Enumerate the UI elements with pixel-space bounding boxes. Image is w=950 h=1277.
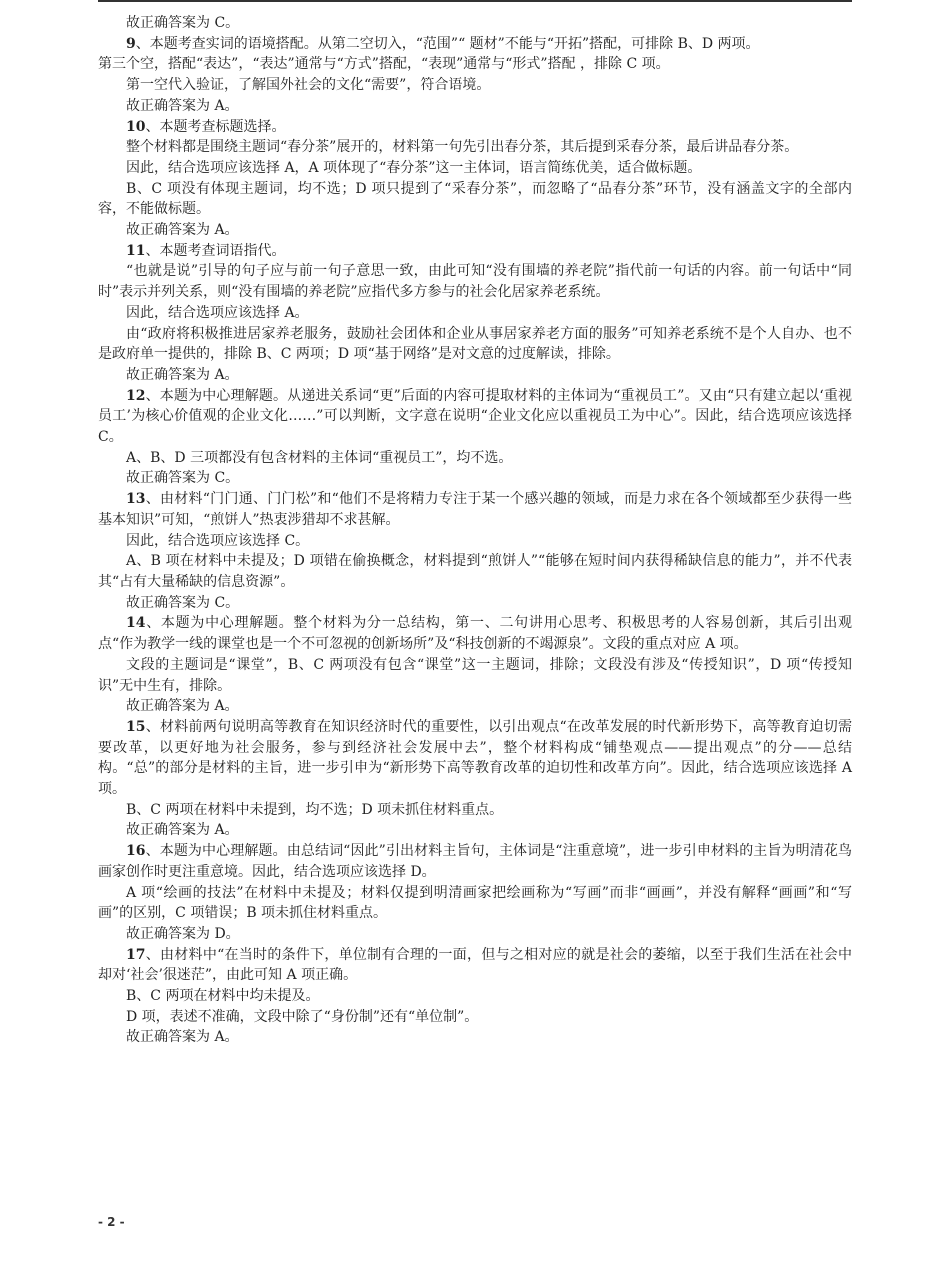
paragraph-text: 故正确答案为 A。 <box>126 97 239 114</box>
question-explanation-10 <box>98 117 852 138</box>
question-explanation-16 <box>98 841 852 882</box>
paragraph-text: 、本题为中心理解题。由总结词“因此”引出材料主旨句，主体词是“注重意境”，进一步引申材料的主旨为明清花鸟画家创作时更注重意境。因此，结合选项应该选择 D。 <box>98 843 852 880</box>
paragraph <box>98 696 852 717</box>
paragraph-text: A 项“绘画的技法”在材料中未提及；材料仅提到明清画家把绘画称为“写画”而非“画画”，并没有解释“画画”和“写画”的区别，C 项错误；B 项未抓住材料重点。 <box>98 884 852 922</box>
paragraph-text: 故正确答案为 C。 <box>126 15 240 31</box>
question-explanation-14 <box>98 613 852 654</box>
paragraph-text: 、本题为中心理解题。从递进关系词“更”后面的内容可提取材料的主体词为“重视员工”。又由“只有建立起以‘重视员工’为核心价值观的企业文化……”可以判断，文字意在说明“企业文化应以重视员工为中心”。因此，结合选项应该选择 C。 <box>98 387 852 446</box>
paragraph-text: B、C 项没有体现主题词，均不选；D 项只提到了“采春分茶”，而忽略了“品春分茶”环节，没有涵盖文字的全部内容，不能做标题。 <box>98 180 852 218</box>
question-number: 10 <box>126 118 146 135</box>
question-number: 9 <box>126 35 136 52</box>
paragraph-text: 第三个空，搭配“表达”，“表达”通常与“方式”搭配，“表现”通常与“形式”搭配 ，排除 C 项。 <box>98 56 670 73</box>
question-number: 14 <box>126 615 146 632</box>
paragraph-text: “也就是说”引导的句子应与前一句子意思一致，由此可知“没有围墙的养老院”指代前一句话的内容。前一句话中“同时”表示并列关系，则“没有围墙的养老院”应指代多方参与的社会化居家养老系统。 <box>98 263 852 301</box>
paragraph <box>98 158 852 179</box>
paragraph-text: 故正确答案为 C。 <box>126 594 240 611</box>
paragraph-text: 文段的主题词是“课堂”，B、C 两项没有包含“课堂”这一主题词，排除；文段没有涉及“传授知识”，D 项“传授知识”无中生有，排除。 <box>98 656 852 694</box>
question-explanation-9 <box>98 34 852 55</box>
paragraph-text: 、本题为中心理解题。整个材料为分一总结构，第一、二句讲用心思考、积极思考的人容易创新，其后引出观点“作为教学一线的课堂也是一个不可忽视的创新场所”及“科技创新的不竭源泉”。文段的重点对应 A 项。 <box>98 615 852 653</box>
question-explanation-17 <box>98 945 852 986</box>
header-rule <box>98 0 852 2</box>
question-number: 16 <box>126 843 146 860</box>
paragraph <box>98 1027 852 1048</box>
paragraph-text: 第一空代入验证，了解国外社会的文化“需要”，符合语境。 <box>126 77 491 94</box>
paragraph <box>98 13 852 34</box>
question-explanation-12 <box>98 386 852 448</box>
paragraph-text: A、B 项在材料中未提及；D 项错在偷换概念，材料提到“煎饼人”“能够在短时间内获得稀缺信息的能力”，并不代表其“占有大量稀缺的信息资源”。 <box>98 553 852 590</box>
paragraph-text: 故正确答案为 A。 <box>126 222 239 239</box>
paragraph <box>98 800 852 821</box>
paragraph <box>98 303 852 324</box>
paragraph-text: 、材料前两句说明高等教育在知识经济时代的重要性，以引出观点“在改革发展的时代新形势下，高等教育迫切需要改革，以更好地为社会服务，参与到经济社会发展中去”，整个材料构成“铺垫观点——提出观点”的分——总结构。“总”的部分是材料的主旨，进一步引申为“新形势下高等教育改革的迫切性和改革方向”。因此，结合选项应该选择 A 项。 <box>98 718 852 798</box>
paragraph <box>98 551 852 592</box>
paragraph-text: 故正确答案为 A。 <box>126 1029 239 1046</box>
paragraph <box>98 137 852 158</box>
question-number: 17 <box>126 946 146 963</box>
paragraph <box>98 986 852 1007</box>
paragraph-text: 由“政府将积极推进居家养老服务，鼓励社会团体和企业从事居家养老方面的服务”可知养老系统不是个人自办、也不是政府单一提供的，排除 B、C 两项；D 项“基于网络”是对文意的过度解读，排除。 <box>98 325 852 363</box>
paragraph <box>98 593 852 614</box>
paragraph-text: 故正确答案为 A。 <box>126 698 239 715</box>
paragraph <box>98 531 852 552</box>
paragraph <box>98 820 852 841</box>
paragraph <box>98 924 852 945</box>
paragraph-text: 故正确答案为 A。 <box>126 822 239 839</box>
paragraph-text: D 项，表述不准确，文段中除了“身份制”还有“单位制”。 <box>126 1008 479 1025</box>
paragraph-text: 故正确答案为 D。 <box>126 925 240 942</box>
paragraph <box>98 54 852 75</box>
question-explanation-15 <box>98 717 852 800</box>
document-body <box>98 13 852 1048</box>
paragraph <box>98 655 852 696</box>
paragraph-text: A、B、D 三项都没有包含材料的主体词“重视员工”，均不选。 <box>126 449 513 466</box>
paragraph <box>98 324 852 365</box>
page-number: - 2 - <box>98 1215 125 1229</box>
paragraph-text: 因此，结合选项应该选择 A。 <box>126 304 309 321</box>
paragraph <box>98 468 852 489</box>
question-explanation-13 <box>98 489 852 530</box>
question-explanation-11 <box>98 241 852 262</box>
paragraph <box>98 448 852 469</box>
paragraph <box>98 179 852 220</box>
question-number: 12 <box>126 387 146 404</box>
paragraph <box>98 261 852 302</box>
paragraph <box>98 96 852 117</box>
paragraph <box>98 1007 852 1028</box>
paragraph-text: 、本题考查实词的语境搭配。从第二空切入，“范围”“ 题材”不能与“开拓”搭配，可排除 B、D 两项。 <box>135 35 760 52</box>
paragraph-text: B、C 两项在材料中未提到，均不选；D 项未抓住材料重点。 <box>126 801 504 818</box>
question-number: 15 <box>126 718 146 735</box>
question-number: 13 <box>126 491 146 508</box>
paragraph <box>98 365 852 386</box>
paragraph-text: 整个材料都是围绕主题词“春分茶”展开的，材料第一句先引出春分茶，其后提到采春分茶，最后讲品春分茶。 <box>126 139 799 156</box>
paragraph <box>98 75 852 96</box>
paragraph-text: 因此，结合选项应该选择 A，A 项体现了“春分茶”这一主体词，语言简练优美，适合做标题。 <box>126 159 702 176</box>
paragraph <box>98 883 852 924</box>
paragraph-text: 、本题考查标题选择。 <box>145 118 286 135</box>
paragraph-text: 故正确答案为 A。 <box>126 366 239 383</box>
paragraph-text: 、本题考查词语指代。 <box>145 242 286 259</box>
paragraph-text: 故正确答案为 C。 <box>126 470 240 487</box>
paragraph-text: 因此，结合选项应该选择 C。 <box>126 532 310 549</box>
paragraph-text: B、C 两项在材料中均未提及。 <box>126 988 320 1005</box>
paragraph <box>98 220 852 241</box>
question-number: 11 <box>126 242 146 259</box>
paragraph-text: 、由材料中“在当时的条件下，单位制有合理的一面，但与之相对应的就是社会的萎缩，以至于我们生活在社会中却对‘社会’很迷茫”，由此可知 A 项正确。 <box>98 946 852 984</box>
paragraph-text: 、由材料“门门通、门门松”和“他们不是将精力专注于某一个感兴趣的领域，而是力求在各个领域都至少获得一些基本知识”可知，“煎饼人”热衷涉猎却不求甚解。 <box>98 491 852 528</box>
